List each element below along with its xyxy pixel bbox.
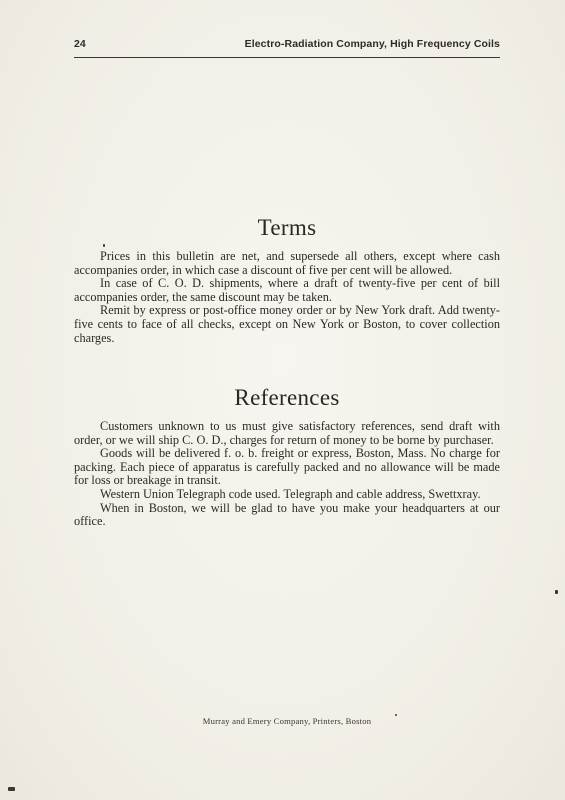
terms-paragraph-1: Prices in this bulletin are net, and supersede all others, except where cash accompanies order, in which case a discount of five per cent will be allowed. bbox=[74, 249, 500, 277]
terms-heading: Terms bbox=[257, 215, 317, 240]
print-speck bbox=[103, 244, 105, 247]
references-paragraph-1: Customers unknown to us must give satisfactory references, send draft with order, or we will ship C. O. D., charges for return of money to be borne by purchaser. bbox=[74, 419, 500, 447]
page-number: 24 bbox=[74, 38, 86, 50]
running-head bbox=[74, 38, 500, 54]
print-speck bbox=[8, 787, 15, 791]
print-speck bbox=[395, 714, 397, 716]
references-heading: References bbox=[234, 385, 340, 410]
references-body bbox=[74, 420, 500, 529]
printer-imprint: Murray and Emery Company, Printers, Boston bbox=[202, 716, 372, 726]
references-paragraph-4: When in Boston, we will be glad to have you make your headquarters at our office. bbox=[74, 500, 500, 529]
header-rule bbox=[74, 57, 500, 58]
references-paragraph-2: Goods will be delivered f. o. b. freight or express, Boston, Mass. No charge for packing. Each piece of apparatus is carefully packed and no allowance will be made for loss or breakage in transit. bbox=[74, 446, 500, 488]
print-speck bbox=[555, 590, 558, 594]
header-title: Electro-Radiation Company, High Frequency Coils bbox=[244, 38, 500, 50]
terms-paragraph-2: In case of C. O. D. shipments, where a draft of twenty-five per cent of bill accompanies order, the same discount may be taken. bbox=[74, 276, 500, 304]
terms-paragraph-3: Remit by express or post-office money order or by New York draft. Add twenty-five cents to face of all checks, except on New York or Boston, to cover collection charges. bbox=[74, 303, 500, 345]
references-paragraph-3: Western Union Telegraph code used. Telegraph and cable address, Swettxray. bbox=[100, 486, 481, 501]
terms-body bbox=[74, 250, 500, 345]
